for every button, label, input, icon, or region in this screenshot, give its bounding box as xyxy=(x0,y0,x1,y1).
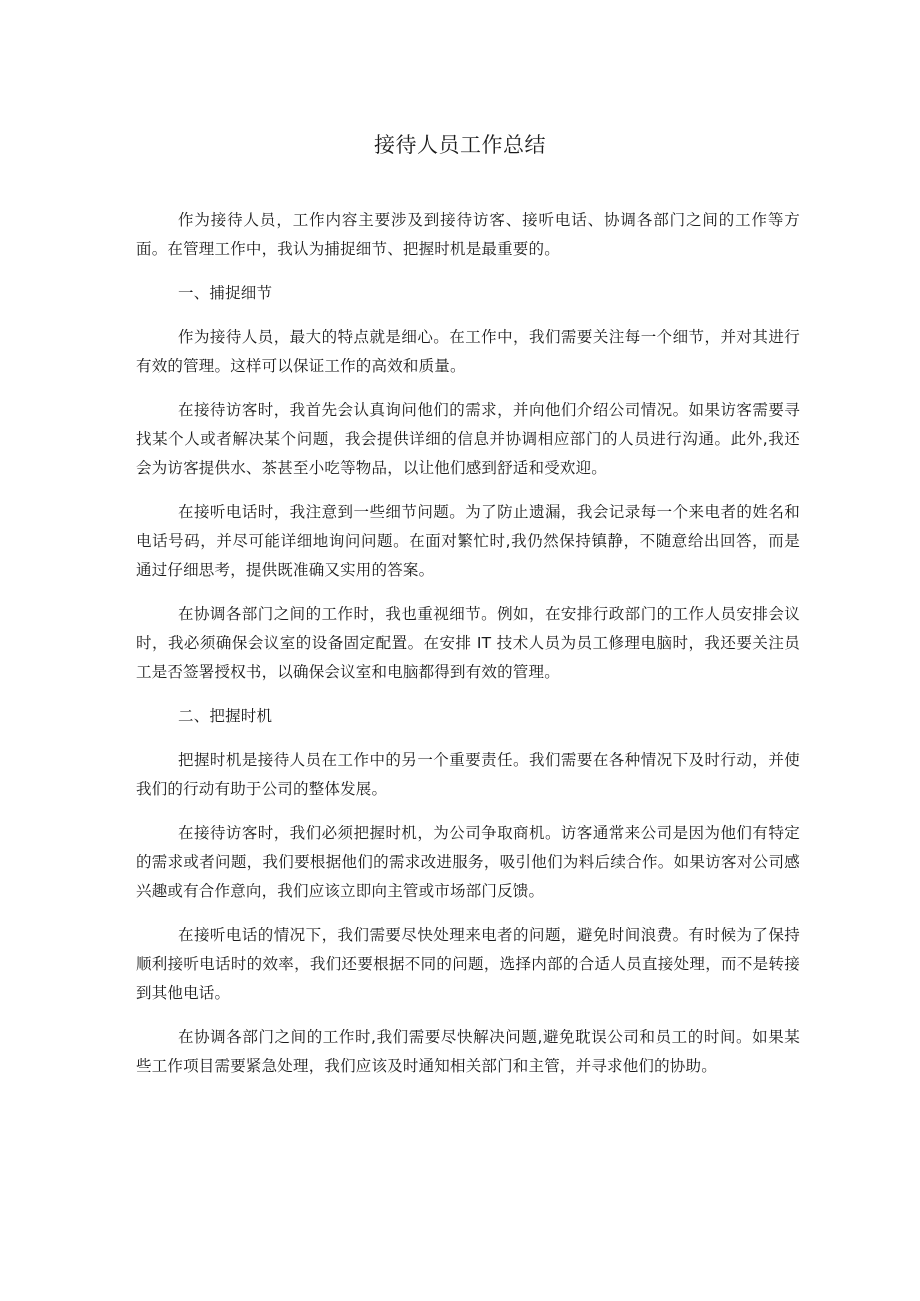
paragraph: 作为接待人员，最大的特点就是细心。在工作中，我们需要关注每一个细节，并对其进行有效的管理。这样可以保证工作的高效和质量。 xyxy=(136,328,800,375)
paragraph: 在接听电话的情况下，我们需要尽快处理来电者的问题，避免时间浪费。有时候为了保持顺利接听电话时的效率，我们还要根据不同的问题，选择内部的合适人员直接处理，而不是转接到其他电话。 xyxy=(136,926,800,1002)
paragraph: 在接听电话时，我注意到一些细节问题。为了防止遗漏，我会记录每一个来电者的姓名和电话号码，并尽可能详细地询问问题。在面对繁忙时,我仍然保持镇静，不随意给出回答，而是通过仔细思考，提供既准确又实用的答案。 xyxy=(136,503,800,579)
section-heading-timing: 二、把握时机 xyxy=(178,707,273,725)
section-heading-details: 一、捕捉细节 xyxy=(178,284,273,302)
paragraph: 把握时机是接待人员在工作中的另一个重要责任。我们需要在各种情况下及时行动，并使我们的行动有助于公司的整体发展。 xyxy=(136,751,800,798)
paragraph: 在协调各部门之间的工作时,我们需要尽快解决问题,避免耽误公司和员工的时间。如果某些工作项目需要紧急处理，我们应该及时通知相关部门和主管，并寻求他们的协助。 xyxy=(136,1028,800,1075)
paragraph: 在接待访客时，我们必须把握时机，为公司争取商机。访客通常来公司是因为他们有特定的需求或者问题，我们要根据他们的需求改进服务，吸引他们为料后续合作。如果访客对公司感兴趣或有合作意向，我们应该立即向主管或市场部门反馈。 xyxy=(136,824,800,900)
paragraph: 在协调各部门之间的工作时，我也重视细节。例如，在安排行政部门的工作人员安排会议时，我必须确保会议室的设备固定配置。在安排 IT 技术人员为员工修理电脑时，我还要关注员工是否签署授权书，以确保会议室和电脑都得到有效的管理。 xyxy=(136,605,800,681)
paragraph-intro: 作为接待人员，工作内容主要涉及到接待访客、接听电话、协调各部门之间的工作等方面。在管理工作中，我认为捕捉细节、把握时机是最重要的。 xyxy=(136,211,800,258)
document-body xyxy=(136,206,800,1096)
paragraph: 在接待访客时，我首先会认真询问他们的需求，并向他们介绍公司情况。如果访客需要寻找某个人或者解决某个问题，我会提供详细的信息并协调相应部门的人员进行沟通。此外,我还会为访客提供水、茶甚至小吃等物品，以让他们感到舒适和受欢迎。 xyxy=(136,401,800,477)
document-title: 接待人员工作总结 xyxy=(374,133,546,157)
